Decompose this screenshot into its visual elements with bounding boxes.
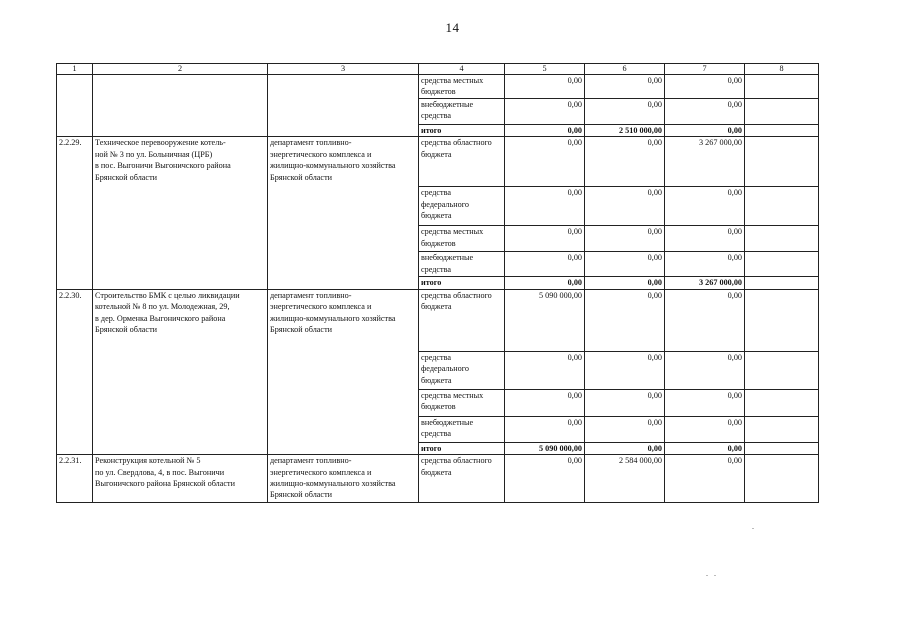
amount-cell-text: 0,00 [647,100,662,109]
amount-cell-text: 0,00 [567,253,582,263]
amount-cell-text: 0,00 [727,352,742,362]
amount-cell-text: 5 090 000,00 [539,290,582,300]
empty-cell [745,289,819,351]
funding-source-cell-text: итого [421,278,442,288]
amount-cell-text: 0,00 [647,290,662,300]
amount-cell-text: 0,00 [647,443,662,453]
budget-table [56,63,819,503]
empty-cell [745,137,819,187]
amount-cell-text: 0,00 [567,278,582,288]
amount-cell [665,252,745,277]
funding-source-cell [419,442,505,454]
amount-cell [505,125,585,137]
amount-cell [585,289,665,351]
amount-cell [505,137,585,187]
funding-source-cell [419,75,505,99]
responsible-cell-text: департамент топливно- энергетического комплекса и жилищно-коммунального хозяйства Брянской области [270,456,396,500]
measure-name-cell-text: Техническое перевооружение котель- ной № 3 по ул. Больничная (ЦРБ) в пос. Выгоничи Выгоничского района Брянской области [95,138,231,182]
responsible-cell-text: департамент топливно- энергетического комплекса и жилищно-коммунального хозяйства Брянской области [270,290,396,335]
amount-cell [585,442,665,454]
empty-cell [745,125,819,137]
measure-name-cell [93,289,268,454]
column-header: 3 [268,64,419,75]
amount-cell-text: 0,00 [647,76,662,85]
amount-cell-text: 2 584 000,00 [619,456,662,466]
amount-cell-text: 0,00 [727,390,742,400]
amount-cell [585,277,665,289]
amount-cell-text: 0,00 [567,126,582,135]
amount-cell [505,389,585,416]
column-header: 8 [745,64,819,75]
table-row [57,455,819,503]
amount-cell-text: 0,00 [567,188,582,198]
funding-source-cell-text: средства областного бюджета [421,290,492,312]
amount-cell [665,99,745,125]
empty-cell [745,252,819,277]
column-header: 7 [665,64,745,75]
funding-source-cell [419,137,505,187]
measure-name-cell-text: Строительство БМК с целью ликвидации котельной № 8 по ул. Молодежная, 29, в дер. Орменка Выгоничского района Брянской области [95,290,240,335]
amount-cell-text: 0,00 [567,138,582,148]
funding-source-cell [419,187,505,226]
amount-cell-text: 0,00 [647,188,662,198]
amount-cell [505,442,585,454]
measure-name-cell [93,455,268,503]
amount-cell [665,75,745,99]
column-header: 6 [585,64,665,75]
responsible-cell-text: департамент топливно- энергетического комплекса и жилищно-коммунального хозяйства Брянской области [270,138,396,182]
empty-cell [745,389,819,416]
amount-cell-text: 0,00 [727,227,742,237]
funding-source-cell [419,277,505,289]
amount-cell [585,351,665,389]
amount-cell [505,416,585,442]
amount-cell-text: 0,00 [647,138,662,148]
amount-cell [665,289,745,351]
funding-source-cell-text: средства областного бюджета [421,456,492,477]
scan-speck [714,575,716,576]
amount-cell-text: 5 090 000,00 [539,443,582,453]
amount-cell-text: 0,00 [727,417,742,427]
amount-cell [665,416,745,442]
funding-source-cell [419,351,505,389]
amount-cell [585,226,665,252]
amount-cell [505,226,585,252]
measure-name-cell [93,75,268,137]
amount-cell-text: 0,00 [567,352,582,362]
amount-cell-text: 3 267 000,00 [699,278,742,288]
item-number-cell-text: 2.2.30. [59,290,82,300]
amount-cell-text: 0,00 [647,227,662,237]
funding-source-cell-text: внебюджетные средства [421,253,474,274]
amount-cell [505,252,585,277]
funding-source-cell [419,389,505,416]
item-number-cell-text: 2.2.31. [59,456,82,466]
item-number-cell-text: 2.2.29. [59,138,82,148]
amount-cell-text: 0,00 [727,188,742,198]
amount-cell [585,252,665,277]
funding-source-cell [419,289,505,351]
empty-cell [745,187,819,226]
page-number: 14 [445,20,460,35]
amount-cell [585,389,665,416]
amount-cell-text: 0,00 [647,352,662,362]
column-number-row [57,64,819,75]
funding-source-cell [419,416,505,442]
amount-cell-text: 0,00 [727,456,742,466]
amount-cell-text: 0,00 [727,126,742,135]
amount-cell [505,187,585,226]
amount-cell [665,389,745,416]
measure-name-cell-text: Реконструкция котельной № 5 по ул. Свердлова, 4, в пос. Выгоничи Выгоничского района Брянской области [95,456,235,489]
item-number-cell [57,289,93,454]
amount-cell [585,416,665,442]
amount-cell-text: 0,00 [567,100,582,109]
item-number-cell [57,455,93,503]
table-row [57,75,819,99]
amount-cell [585,75,665,99]
funding-source-cell-text: средства местных бюджетов [421,227,484,248]
funding-source-cell [419,455,505,503]
amount-cell [585,137,665,187]
funding-source-cell-text: итого [421,126,442,135]
column-header: 4 [419,64,505,75]
measure-name-cell [93,137,268,289]
amount-cell-text: 0,00 [727,100,742,109]
amount-cell [505,455,585,503]
amount-cell-text: 0,00 [567,456,582,466]
amount-cell-text: 0,00 [567,227,582,237]
empty-cell [745,416,819,442]
funding-source-cell-text: средства областного бюджета [421,138,492,159]
amount-cell [665,187,745,226]
amount-cell [585,125,665,137]
funding-source-cell [419,99,505,125]
funding-source-cell-text: средства федерального бюджета [421,352,469,385]
amount-cell [665,351,745,389]
funding-source-cell-text: средства местных бюджетов [421,76,484,97]
amount-cell-text: 0,00 [727,76,742,85]
responsible-cell [268,137,419,289]
amount-cell-text: 0,00 [647,253,662,263]
amount-cell [505,289,585,351]
amount-cell [585,455,665,503]
amount-cell-text: 0,00 [727,443,742,453]
responsible-cell [268,455,419,503]
amount-cell-text: 3 267 000,00 [699,138,742,148]
funding-source-cell [419,125,505,137]
empty-cell [745,75,819,99]
amount-cell-text: 0,00 [647,278,662,288]
amount-cell-text: 0,00 [647,417,662,427]
column-header: 2 [93,64,268,75]
amount-cell [665,125,745,137]
amount-cell [505,351,585,389]
amount-cell [585,187,665,226]
amount-cell-text: 0,00 [567,76,582,85]
amount-cell [505,99,585,125]
funding-source-cell-text: средства федерального бюджета [421,188,469,221]
column-header: 1 [57,64,93,75]
column-header: 5 [505,64,585,75]
amount-cell [665,226,745,252]
amount-cell [665,137,745,187]
table-row [57,137,819,187]
responsible-cell [268,289,419,454]
funding-source-cell-text: итого [421,443,442,453]
amount-cell [665,455,745,503]
empty-cell [745,455,819,503]
funding-source-cell [419,226,505,252]
amount-cell [665,277,745,289]
empty-cell [745,99,819,125]
scan-speck [706,575,708,576]
table-body [57,75,819,503]
funding-source-cell-text: внебюджетные средства [421,417,474,439]
amount-cell [585,99,665,125]
empty-cell [745,226,819,252]
amount-cell-text: 0,00 [727,290,742,300]
amount-cell-text: 0,00 [567,417,582,427]
funding-source-cell-text: внебюджетные средства [421,100,474,121]
amount-cell-text: 0,00 [727,253,742,263]
amount-cell-text: 0,00 [647,390,662,400]
funding-source-cell-text: средства местных бюджетов [421,390,484,412]
empty-cell [745,351,819,389]
amount-cell [505,75,585,99]
item-number-cell [57,75,93,137]
table-row [57,289,819,351]
responsible-cell [268,75,419,137]
amount-cell [505,277,585,289]
empty-cell [745,277,819,289]
amount-cell [665,442,745,454]
funding-source-cell [419,252,505,277]
empty-cell [745,442,819,454]
item-number-cell [57,137,93,289]
amount-cell-text: 0,00 [567,390,582,400]
scan-speck [752,528,754,529]
amount-cell-text: 2 510 000,00 [619,126,662,135]
